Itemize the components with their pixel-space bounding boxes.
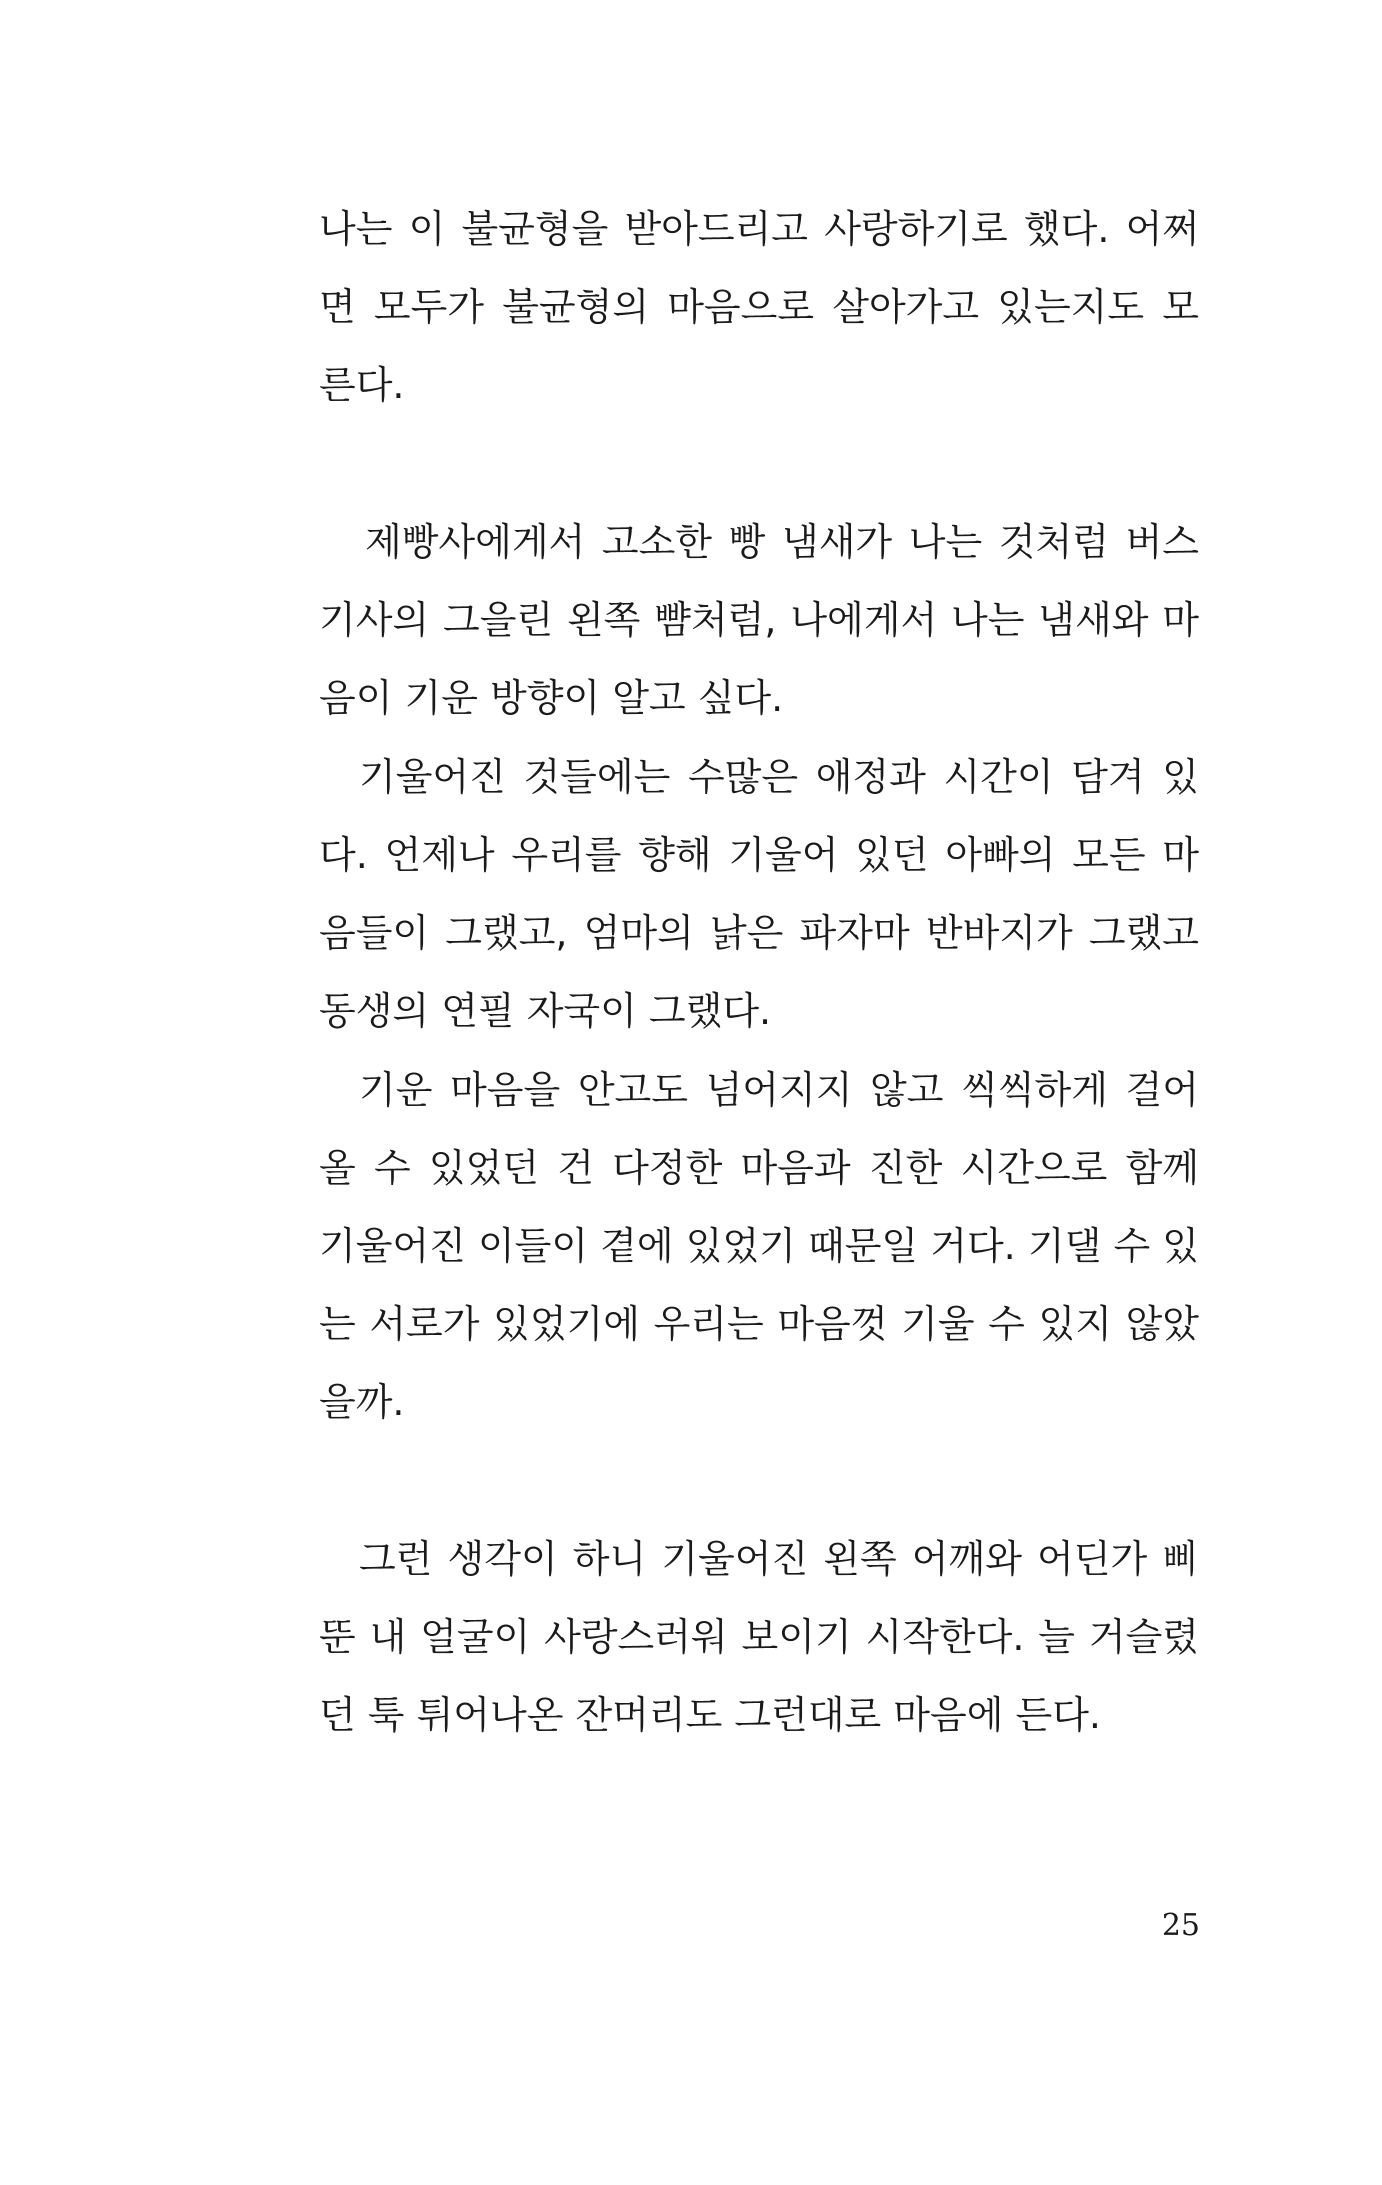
text-line: 기운 마음을 안고도 넘어지지 않고 씩씩하게 걸어 xyxy=(359,1068,1199,1112)
paragraph-1 xyxy=(319,190,1199,424)
text-line: 제빵사에게서 고소한 빵 냄새가 나는 것처럼 버스 xyxy=(365,520,1199,564)
text-line: 다. 언제나 우리를 향해 기울어 있던 아빠의 모든 마 xyxy=(319,833,1199,877)
text-line: 뚠 내 얼굴이 사랑스러워 보이기 시작한다. 늘 거슬렸 xyxy=(319,1615,1199,1659)
text-line: 기사의 그을린 왼쪽 뺨처럼, 나에게서 나는 냄새와 마 xyxy=(319,598,1199,642)
text-line: 을까. xyxy=(319,1380,405,1424)
text-line: 는 서로가 있었기에 우리는 마음껏 기울 수 있지 않았 xyxy=(319,1302,1199,1346)
text-line: 기울어진 이들이 곁에 있었기 때문일 거다. 기댈 수 있 xyxy=(319,1224,1199,1268)
text-line: 나는 이 불균형을 받아드리고 사랑하기로 했다. 어쩌 xyxy=(319,207,1199,251)
text-line: 면 모두가 불균형의 마음으로 살아가고 있는지도 모 xyxy=(319,285,1199,329)
paragraph-3 xyxy=(319,738,1199,1050)
text-line: 그런 생각이 하니 기울어진 왼쪽 어깨와 어딘가 삐 xyxy=(359,1537,1199,1581)
text-line: 올 수 있었던 건 다정한 마음과 진한 시간으로 함께 xyxy=(319,1146,1199,1190)
paragraph-2 xyxy=(319,503,1199,737)
text-line: 음들이 그랬고, 엄마의 낡은 파자마 반바지가 그랬고 xyxy=(319,911,1199,955)
paragraph-5 xyxy=(319,1520,1199,1754)
text-line: 기울어진 것들에는 수많은 애정과 시간이 담겨 있 xyxy=(359,755,1199,799)
paragraph-4 xyxy=(319,1051,1199,1441)
text-line: 음이 기운 방향이 알고 싶다. xyxy=(319,676,784,720)
text-line: 른다. xyxy=(319,363,405,407)
page-number: 25 xyxy=(1161,1908,1200,1943)
text-line: 던 툭 튀어나온 잔머리도 그런대로 마음에 든다. xyxy=(319,1693,1102,1737)
text-line: 동생의 연필 자국이 그랬다. xyxy=(319,989,772,1033)
